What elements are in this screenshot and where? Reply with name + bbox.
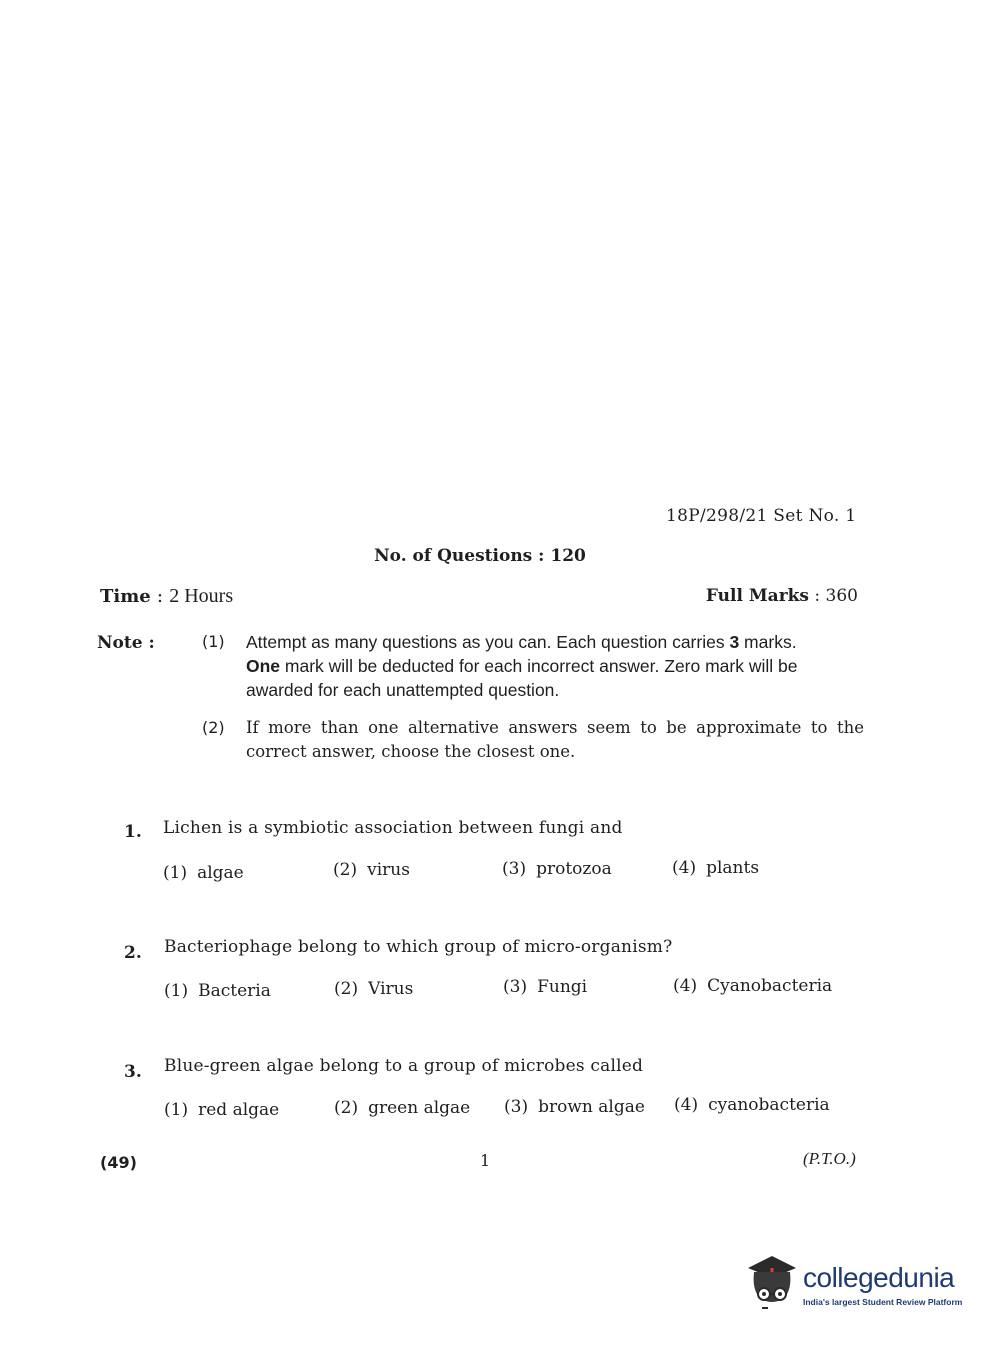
question-number: 3. [124, 1062, 142, 1082]
time-sep: : [156, 585, 164, 607]
note-num: (2) [202, 718, 225, 737]
watermark-tagline: India's largest Student Review Platform [803, 1297, 963, 1307]
option-text: cyanobacteria [708, 1095, 830, 1115]
option-text: protozoa [536, 859, 612, 879]
question-text: Lichen is a symbiotic association between fungi and [163, 818, 623, 838]
option-number: (1) [164, 1100, 189, 1120]
collegedunia-mascot-icon [742, 1250, 802, 1314]
note-bold-one: One [246, 656, 281, 676]
option [164, 981, 271, 1001]
note-item-2 [202, 716, 864, 764]
questions-count: No. of Questions : 120 [374, 546, 586, 566]
option [504, 1097, 645, 1117]
question-text: Bacteriophage belong to which group of micro-organism? [164, 937, 673, 957]
watermark-brand: collegedunia [803, 1262, 955, 1293]
option [334, 1098, 470, 1118]
time-info [100, 585, 233, 608]
option-number: (4) [673, 976, 698, 996]
note-label: Note : [97, 633, 155, 653]
option [673, 976, 832, 996]
marks-value: 360 [825, 586, 858, 606]
option [672, 858, 759, 878]
option-text: Fungi [537, 977, 588, 997]
note-item-1 [202, 630, 864, 702]
option-number: (2) [334, 979, 359, 999]
page-number: 1 [480, 1151, 491, 1170]
option-number: (4) [672, 858, 697, 878]
option-number: (4) [674, 1095, 699, 1115]
option-text: Bacteria [198, 981, 271, 1001]
option-text: Virus [368, 979, 414, 999]
option-text: plants [706, 858, 760, 878]
time-value: 2 Hours [169, 585, 234, 607]
option-number: (2) [334, 1098, 359, 1118]
marks-sep: : [814, 586, 821, 606]
time-label: Time [100, 586, 151, 607]
question-number: 1. [124, 822, 142, 842]
option [164, 1100, 279, 1120]
option-number: (1) [164, 981, 189, 1001]
option-text: algae [197, 863, 244, 883]
pto-label: (P.T.O.) [803, 1149, 856, 1168]
option [334, 979, 413, 999]
option-number: (3) [503, 977, 528, 997]
option-text: green algae [368, 1098, 471, 1118]
option-number: (3) [504, 1097, 529, 1117]
marks-label: Full Marks [705, 586, 809, 606]
note-text-part: marks. [739, 632, 797, 652]
note-bold-marks: 3 [729, 632, 740, 652]
set-code: 18P/298/21 Set No. 1 [666, 506, 857, 526]
option-number: (2) [333, 860, 358, 880]
option [502, 859, 612, 879]
option-text: virus [367, 860, 410, 880]
note-text: If more than one alternative answers seem to be approximate to the correct answer, choose the closest one. [246, 718, 864, 761]
paper-code: (49) [100, 1153, 137, 1172]
full-marks [706, 586, 858, 606]
option [503, 977, 587, 997]
option [163, 863, 244, 883]
option-text: brown algae [538, 1097, 645, 1117]
option-text: red algae [198, 1100, 280, 1120]
option-number: (1) [163, 863, 188, 883]
note-text-part: Attempt as many questions as you can. Each question carries [246, 632, 730, 652]
note-text-part: mark will be deducted for each incorrect answer. Zero mark will be awarded for each unattempted question. [246, 656, 798, 700]
option [674, 1095, 830, 1115]
option [333, 860, 410, 880]
option-text: Cyanobacteria [707, 976, 833, 996]
note-num: (1) [202, 632, 225, 651]
note-text [246, 630, 864, 702]
question-text: Blue-green algae belong to a group of microbes called [164, 1056, 644, 1076]
option-number: (3) [502, 859, 527, 879]
question-number: 2. [124, 943, 142, 963]
